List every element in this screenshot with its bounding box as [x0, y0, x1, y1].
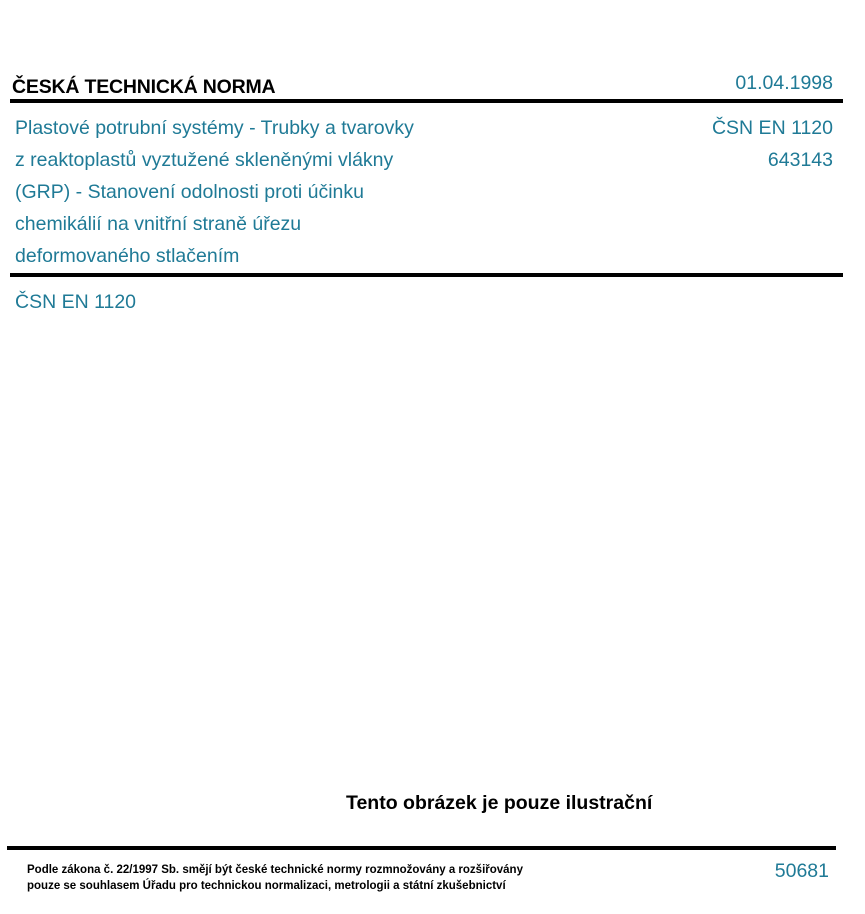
standard-codes [712, 112, 833, 176]
legal-line: pouze se souhlasem Úřadu pro technickou normalizaci, metrologii a státní zkušebnictví [27, 880, 506, 892]
standard-reference: ČSN EN 1120 [15, 291, 137, 313]
title-line: chemikálií na vnitřní straně úřezu [15, 213, 302, 235]
footer-divider [7, 846, 836, 850]
document-number: 50681 [774, 860, 829, 882]
standard-title [15, 112, 485, 272]
header-divider [10, 99, 843, 103]
legal-notice [27, 862, 523, 894]
title-line: deformovaného stlačením [15, 245, 240, 267]
legal-line: Podle zákona č. 22/1997 Sb. smějí být české technické normy rozmnožovány a rozšiřovány [27, 864, 523, 876]
norma-label: ČESKÁ TECHNICKÁ NORMA [12, 76, 276, 98]
illustrative-notice: Tento obrázek je pouze ilustrační [346, 792, 653, 814]
publication-date: 01.04.1998 [735, 72, 833, 94]
title-line: (GRP) - Stanovení odolnosti proti účinku [15, 181, 365, 203]
title-divider [10, 273, 843, 277]
standard-designation: ČSN EN 1120 [711, 117, 833, 139]
title-line: Plastové potrubní systémy - Trubky a tvarovky [15, 117, 414, 139]
title-line: z reaktoplastů vyztužené skleněnými vlákny [15, 149, 394, 171]
classification-code: 643143 [767, 149, 833, 171]
